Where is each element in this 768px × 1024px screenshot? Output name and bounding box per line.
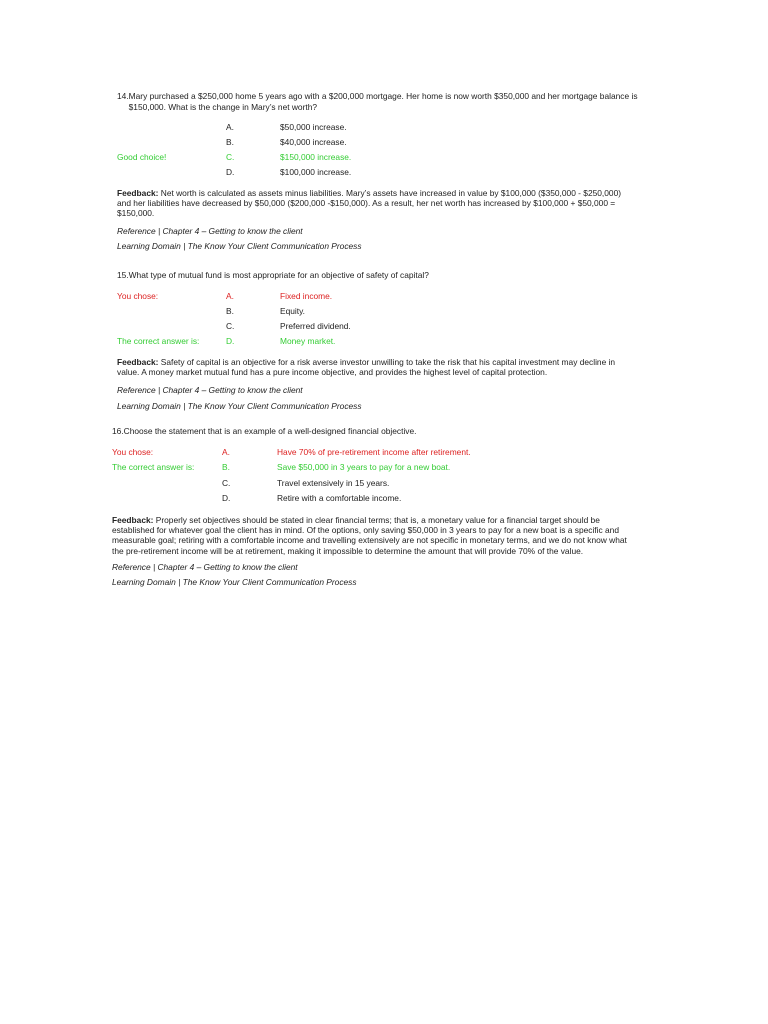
feedback-15 (117, 357, 615, 377)
you-chose-label: You chose: (112, 447, 154, 457)
feedback-label: Feedback: (117, 188, 159, 198)
question-16: 16.Choose the statement that is an example of a well-designed financial objective. (112, 426, 417, 436)
option-row (0, 306, 768, 317)
feedback-text: Net worth is calculated as assets minus liabilities. Mary’s assets have increased in value by $100,000 ($350,000 - $250,000) and her liabilities have decreased by $50,000 ($200,000 -$150,000). As a result, her net worth has increased by $100,000 + $50,000 = $150,000. (117, 188, 622, 219)
learning-domain: Learning Domain | The Know Your Client Communication Process (117, 241, 362, 251)
option-letter: D. (222, 493, 231, 503)
reference: Reference | Chapter 4 – Getting to know the client (112, 562, 298, 572)
option-text: Retire with a comfortable income. (277, 493, 402, 503)
option-text: Money market. (280, 336, 336, 346)
learning-domain: Learning Domain | The Know Your Client Communication Process (112, 577, 357, 587)
option-row-correct (0, 336, 768, 347)
good-choice-label: Good choice! (117, 152, 167, 162)
option-letter: B. (222, 462, 230, 472)
correct-answer-label: The correct answer is: (117, 336, 200, 346)
option-row (0, 321, 768, 332)
option-text: Save $50,000 in 3 years to pay for a new boat. (277, 462, 451, 472)
reference: Reference | Chapter 4 – Getting to know the client (117, 226, 303, 236)
option-row (0, 167, 768, 178)
option-letter: A. (222, 447, 230, 457)
option-letter: C. (226, 152, 235, 162)
feedback-label: Feedback: (117, 357, 159, 367)
option-row-chosen (0, 447, 768, 458)
option-letter: D. (226, 336, 235, 346)
option-letter: C. (222, 478, 231, 488)
feedback-16 (112, 515, 627, 556)
option-row (0, 493, 768, 504)
option-text: Have 70% of pre-retirement income after retirement. (277, 447, 471, 457)
option-row-chosen (0, 291, 768, 302)
option-letter: C. (226, 321, 235, 331)
option-letter: A. (226, 291, 234, 301)
option-letter: D. (226, 167, 235, 177)
option-text: $40,000 increase. (280, 137, 347, 147)
question-15: 15.What type of mutual fund is most appropriate for an objective of safety of capital? (117, 270, 429, 280)
feedback-14 (117, 188, 621, 219)
option-text: $100,000 increase. (280, 167, 352, 177)
option-letter: B. (226, 137, 234, 147)
option-row (0, 478, 768, 489)
option-letter: B. (226, 306, 234, 316)
option-text: $50,000 increase. (280, 122, 347, 132)
feedback-label: Feedback: (112, 515, 154, 525)
feedback-text: Properly set objectives should be stated in clear financial terms; that is, a monetary value for a financial target should be established for whatever goal the client has in mind. Of the options, only saving $50,000 in 3 years to pay for a new boat is a specific and measurable goal; retiring with a comfortable income and travelling extensively are not specific in monetary terms, and we do not know what the pre-retirement income will be at retirement, making it impossible to determine the amount that will provide 70% of the value. (112, 515, 627, 556)
option-text: Preferred dividend. (280, 321, 351, 331)
question-14: 14.Mary purchased a $250,000 home 5 years ago with a $200,000 mortgage. Her home is now worth $350,000 and her mortgage balance is $150,000. What is the change in Mary’s net worth? (117, 91, 638, 112)
option-letter: A. (226, 122, 234, 132)
reference: Reference | Chapter 4 – Getting to know the client (117, 385, 303, 395)
you-chose-label: You chose: (117, 291, 159, 301)
learning-domain: Learning Domain | The Know Your Client Communication Process (117, 401, 362, 411)
option-text: Equity. (280, 306, 305, 316)
option-text: $150,000 increase. (280, 152, 352, 162)
option-text: Travel extensively in 15 years. (277, 478, 390, 488)
option-row-correct (0, 462, 768, 473)
feedback-text: Safety of capital is an objective for a risk averse investor unwilling to take the risk that his capital investment may decline in value. A money market mutual fund has a pure income objective, and provides the highest level of capital protection. (117, 357, 616, 378)
correct-answer-label: The correct answer is: (112, 462, 195, 472)
option-row (0, 137, 768, 148)
option-text: Fixed income. (280, 291, 333, 301)
option-row-correct (0, 152, 768, 163)
option-row (0, 122, 768, 133)
